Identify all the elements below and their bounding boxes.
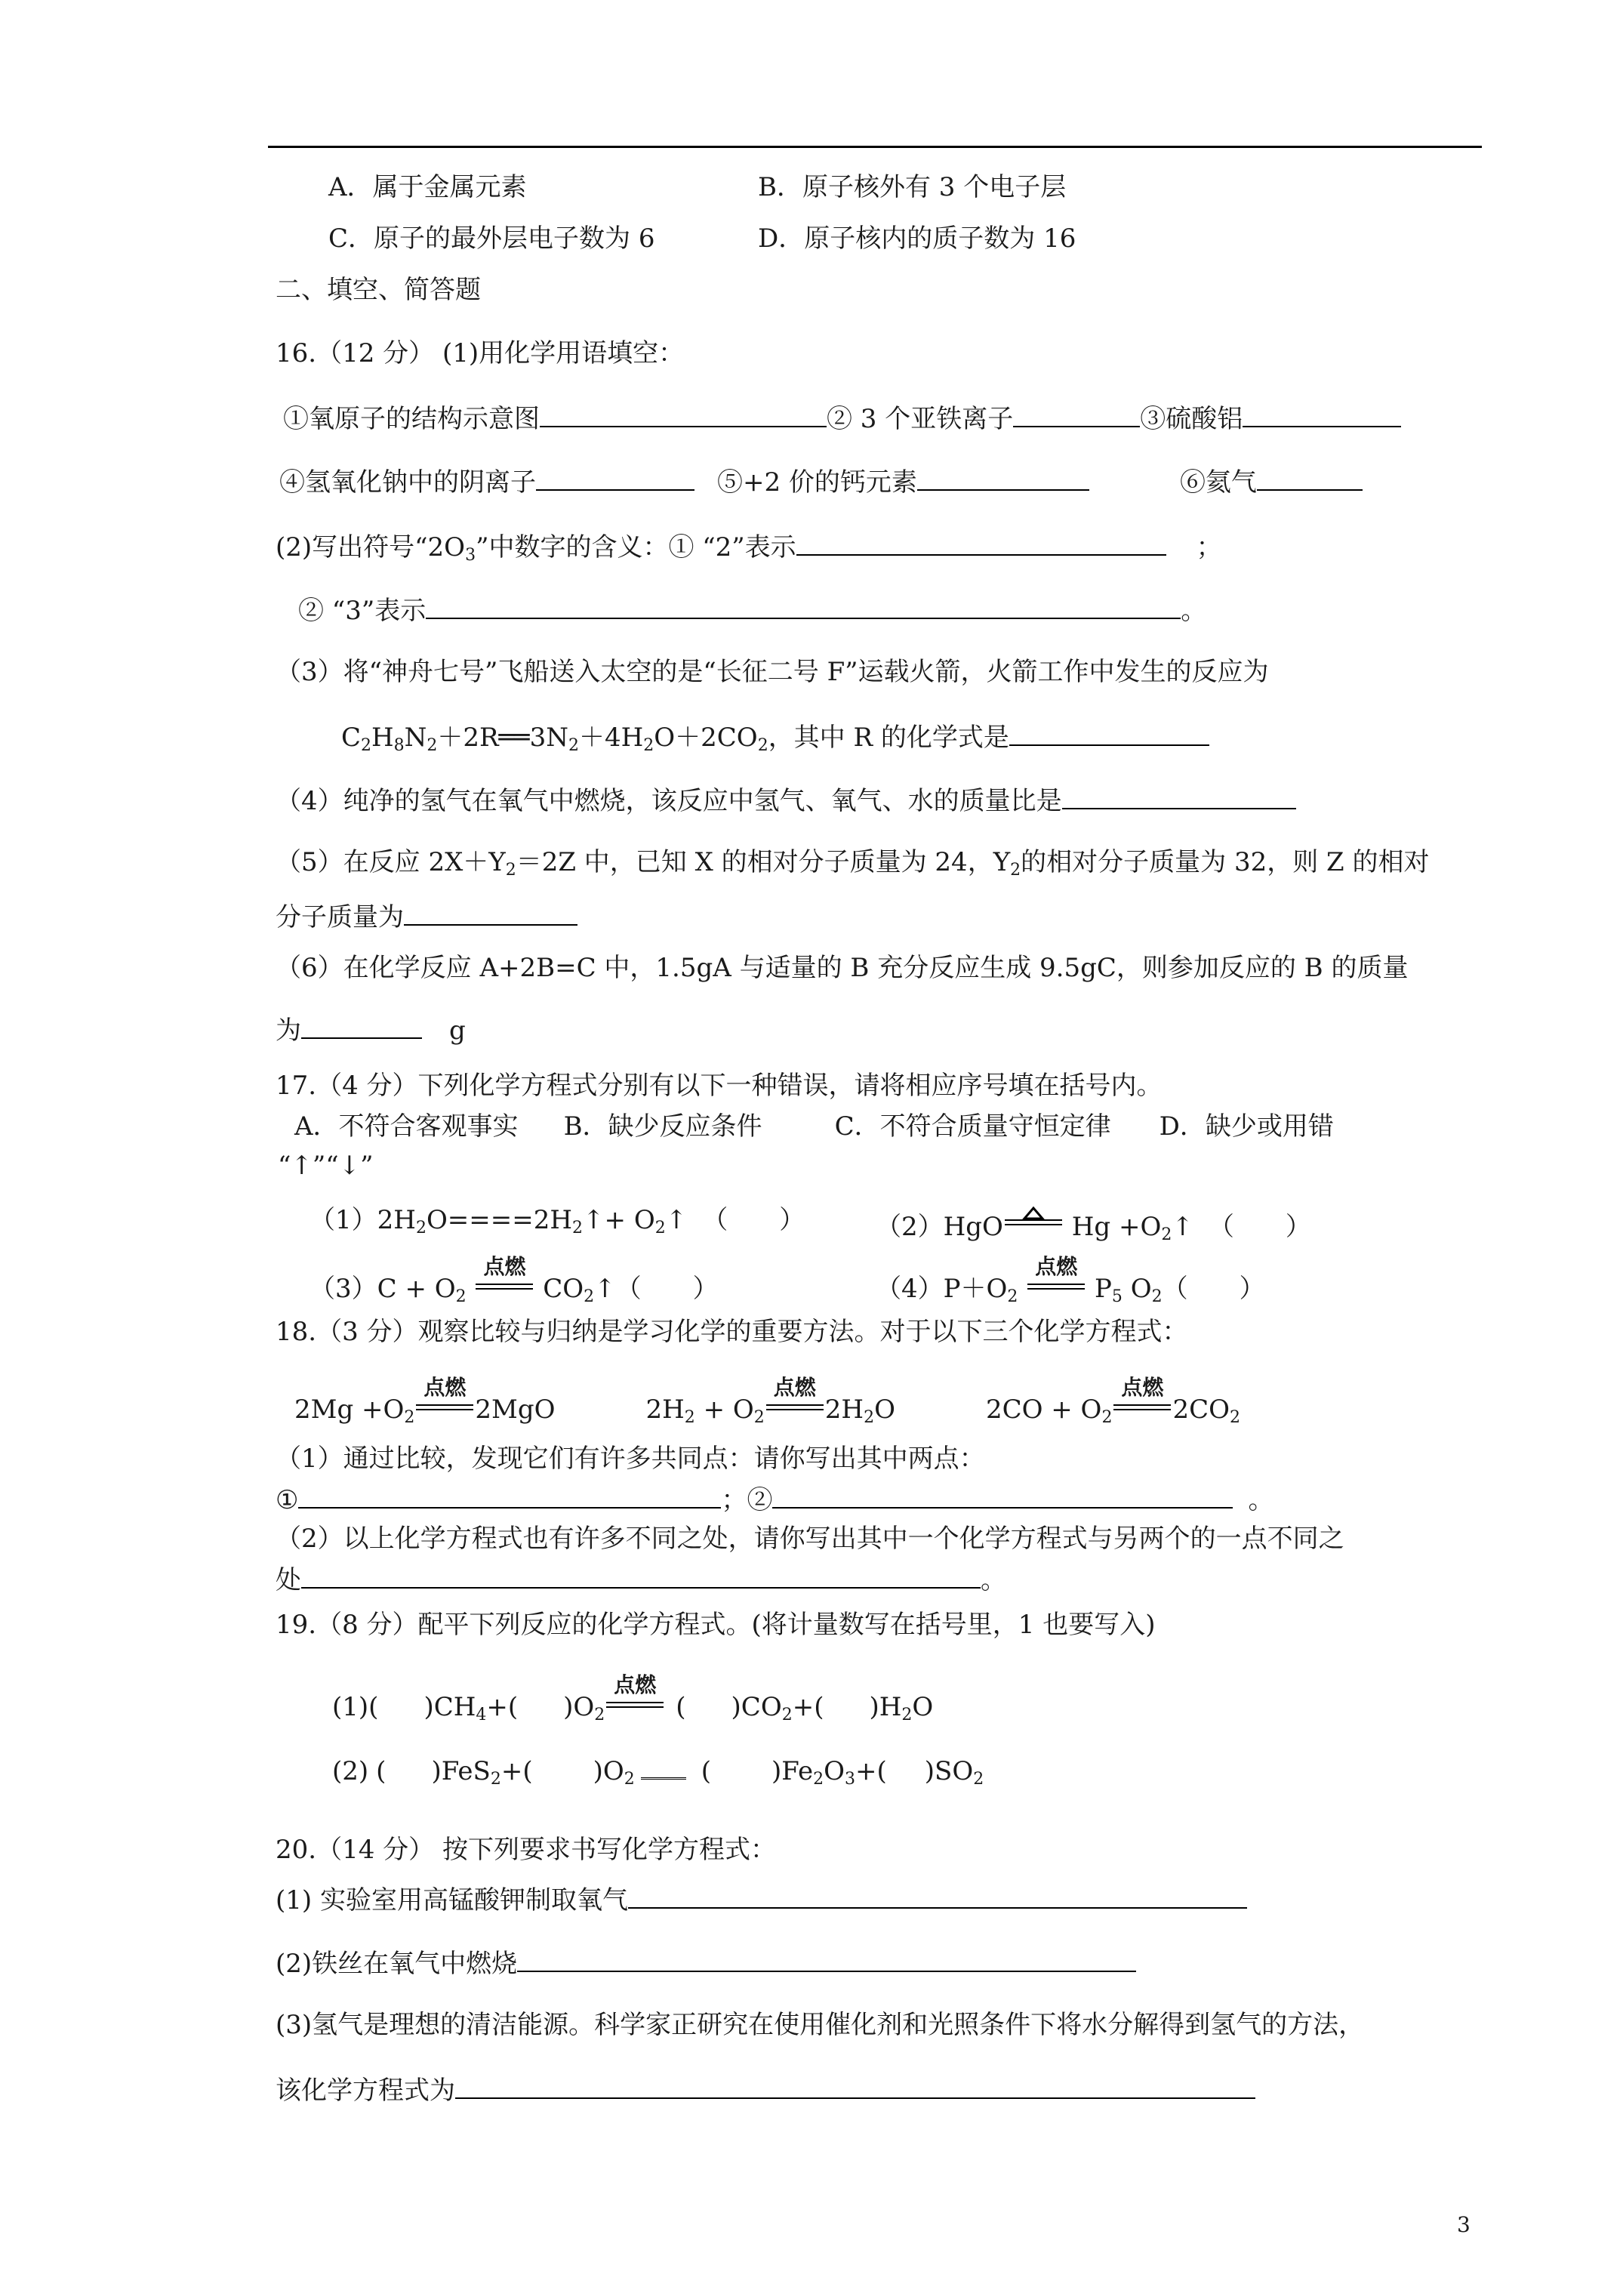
- heat-condition-icon: [1003, 1205, 1064, 1235]
- q16-item6: ⑥氦气: [1179, 467, 1257, 498]
- option-b: B．缺少反应条件: [563, 1111, 762, 1142]
- answer-blank[interactable]: [426, 593, 1181, 619]
- subscript: 2: [505, 861, 516, 880]
- subscript: 3: [465, 546, 476, 565]
- subscript: 2: [1010, 861, 1021, 880]
- ignite-condition: 点燃: [605, 1685, 665, 1715]
- q18-sub2: （2）以上化学方程式也有许多不同之处，请你写出其中一个化学方程式与另两个的一点不同之: [276, 1524, 1344, 1554]
- text: ；: [1196, 532, 1222, 562]
- option-c: C．不符合质量守恒定律: [834, 1111, 1111, 1142]
- text: 。: [1248, 1485, 1274, 1515]
- equation: $C_2H_8N_2+2R══3N_2+4H_2O+2CO_2$: [341, 723, 768, 755]
- answer-blank[interactable]: [1243, 402, 1401, 427]
- answer-blank[interactable]: [540, 402, 827, 427]
- text: 处: [276, 1565, 301, 1595]
- label: （3）: [310, 1274, 377, 1304]
- ignite-condition: 点燃: [474, 1267, 534, 1297]
- text: ＝2Z 中，已知 X 的相对分子质量为 24，Y: [516, 847, 1011, 877]
- q16-line1: [283, 402, 1401, 434]
- option-d: D．缺少或用错: [1159, 1111, 1334, 1142]
- answer-paren[interactable]: （ ）: [1162, 1274, 1265, 1304]
- text: 。: [981, 1565, 1006, 1595]
- q16-part5: [276, 847, 1430, 880]
- ignite-condition: 点燃: [414, 1388, 475, 1418]
- text: ，其中 R 的化学式是: [768, 723, 1009, 753]
- answer-blank[interactable]: [1257, 465, 1363, 491]
- q16-line2: [279, 465, 1363, 498]
- option-d: D．原子核内的质子数为 16: [758, 223, 1076, 254]
- answer-blank[interactable]: [298, 1483, 721, 1509]
- q17-heading: 17.（4 分）下列化学方程式分别有以下一种错误，请将相应序号填在括号内。: [276, 1071, 1163, 1101]
- answer-blank[interactable]: [1009, 720, 1209, 746]
- answer-blank[interactable]: [455, 2073, 1255, 2099]
- text: 为: [276, 1015, 301, 1046]
- q18-blanks: [276, 1483, 1273, 1515]
- text: (2)铁丝在氧气中燃烧: [276, 1949, 518, 1979]
- page-number: 3: [1457, 2212, 1471, 2237]
- q20-line1: [276, 1883, 1247, 1915]
- q19-eq2: (2) ( )FeS$_2$+( )$O_2$ ( )$Fe_2O_3+$( )$SO_2$: [332, 1756, 984, 1789]
- text: ；②: [721, 1485, 773, 1515]
- q16-item2: ② 3 个亚铁离子: [827, 404, 1014, 434]
- answer-paren[interactable]: （ ）: [702, 1205, 805, 1235]
- q18-equations: $2Mg +O_2$ 点燃 2MgO $2H_2 + O_2$ 点燃 $2H_2O$ $2CO + O_2$ 点燃 $2CO_2$: [294, 1375, 1240, 1427]
- answer-blank[interactable]: [628, 1883, 1247, 1909]
- q16-item1: ①氧原子的结构示意图: [283, 404, 540, 434]
- q16-part2: [276, 530, 1222, 565]
- q16-part6: （6）在化学反应 A+2B=C 中，1.5gA 与适量的 B 充分反应生成 9.5gC，则参加反应的 B 的质量: [276, 953, 1409, 983]
- q18-sub1: （1）通过比较，发现它们有许多共同点：请你写出其中两点：: [276, 1444, 985, 1474]
- section-title: 二、填空、简答题: [276, 275, 481, 305]
- answer-blank[interactable]: [301, 1013, 422, 1039]
- label: （2）: [876, 1212, 944, 1242]
- text: (2)写出符号“2O: [276, 532, 466, 562]
- answer-blank[interactable]: [772, 1483, 1233, 1509]
- q18-sub2b: [276, 1563, 1006, 1595]
- answer-blank[interactable]: [1062, 784, 1296, 809]
- option-a: A．不符合客观事实: [294, 1111, 519, 1142]
- q17-eq1: $(1)2H_2O====2H_2↑+$ $O_2↑$ （ ）: [310, 1205, 805, 1237]
- answer-blank[interactable]: [917, 465, 1089, 491]
- text: 该化学方程式为: [276, 2076, 455, 2106]
- label: （1）: [310, 1205, 377, 1235]
- q20-line2: [276, 1946, 1136, 1979]
- q16-part4: [276, 784, 1296, 816]
- q19-eq1: (1)( )$CH_4+$( )$O_2$ 点燃 ( )$CO_2+$( )$H_2O$: [332, 1672, 934, 1724]
- option-c: C．原子的最外层电子数为 6: [328, 223, 655, 254]
- q18-heading: 18.（3 分）观察比较与归纳是学习化学的重要方法。对于以下三个化学方程式：: [276, 1317, 1188, 1347]
- q20-line3: (3)氢气是理想的清洁能源。科学家正研究在使用催化剂和光照条件下将水分解得到氢气的方法，: [276, 2010, 1365, 2040]
- q17-eq4: $(4)P+O_2$ 点燃 $P_5$ $O_2$（ ）: [876, 1254, 1265, 1306]
- equals-sign: [641, 1759, 686, 1780]
- q16-part6b: [276, 1013, 466, 1046]
- q16-item4: ④氢氧化钠中的阴离子: [279, 467, 536, 498]
- q20-line3b: [276, 2073, 1255, 2106]
- label: （4）: [876, 1274, 944, 1304]
- text: ①: [276, 1485, 299, 1515]
- text: （4）纯净的氢气在氧气中燃烧，该反应中氢气、氧气、水的质量比是: [276, 786, 1062, 816]
- option-b: B．原子核外有 3 个电子层: [758, 172, 1067, 202]
- q16-item5: ⑤+2 价的钙元素: [717, 467, 917, 498]
- text: 的相对分子质量为 32，则 Z 的相对: [1021, 847, 1430, 877]
- text: (1) 实验室用高锰酸钾制取氧气: [276, 1885, 628, 1915]
- answer-paren[interactable]: （ ）: [1208, 1212, 1311, 1242]
- unit: g: [449, 1015, 466, 1046]
- text: ② “3”表示: [298, 596, 427, 626]
- answer-blank[interactable]: [517, 1946, 1136, 1972]
- text: （5）在反应 2X＋Y: [276, 847, 506, 877]
- answer-blank[interactable]: [404, 900, 577, 926]
- q17-arrows: “↑”“↓”: [278, 1151, 374, 1181]
- q16-heading: 16.（12 分） (1)用化学用语填空：: [276, 338, 685, 368]
- ignite-condition: 点燃: [1026, 1267, 1086, 1297]
- text: ”中数字的含义：① “2”表示: [476, 532, 796, 562]
- q17-eq3: $(3)C + O_2$ 点燃 $CO_2↑$（ ）: [310, 1254, 719, 1306]
- text: 。: [1181, 596, 1207, 626]
- option-a: A．属于金属元素: [328, 172, 527, 202]
- q20-heading: 20.（14 分） 按下列要求书写化学方程式：: [276, 1835, 776, 1865]
- q19-heading: 19.（8 分）配平下列反应的化学方程式。(将计量数写在括号里，1 也要写入): [276, 1610, 1156, 1640]
- q17-options: [294, 1111, 1334, 1142]
- q16-part3: （3）将“神舟七号”飞船送入太空的是“长征二号 F”运载火箭，火箭工作中发生的反应为: [276, 657, 1269, 687]
- top-rule: [268, 146, 1482, 148]
- text: 分子质量为: [276, 902, 404, 932]
- answer-blank[interactable]: [301, 1563, 981, 1589]
- answer-blank[interactable]: [1013, 402, 1140, 427]
- q16-part3-equation: [341, 720, 1209, 753]
- q16-part5b: [276, 900, 577, 932]
- ignite-condition: 点燃: [1112, 1388, 1172, 1418]
- q16-item3: ③硫酸铝: [1140, 404, 1243, 434]
- answer-paren[interactable]: （ ）: [615, 1274, 719, 1304]
- answer-blank[interactable]: [796, 530, 1166, 556]
- ignite-condition: 点燃: [765, 1388, 825, 1418]
- q16-part2b: [298, 593, 1206, 626]
- q17-eq2: （2）HgO $Hg +O_2↑$ （ ）: [876, 1205, 1311, 1242]
- answer-blank[interactable]: [536, 465, 694, 491]
